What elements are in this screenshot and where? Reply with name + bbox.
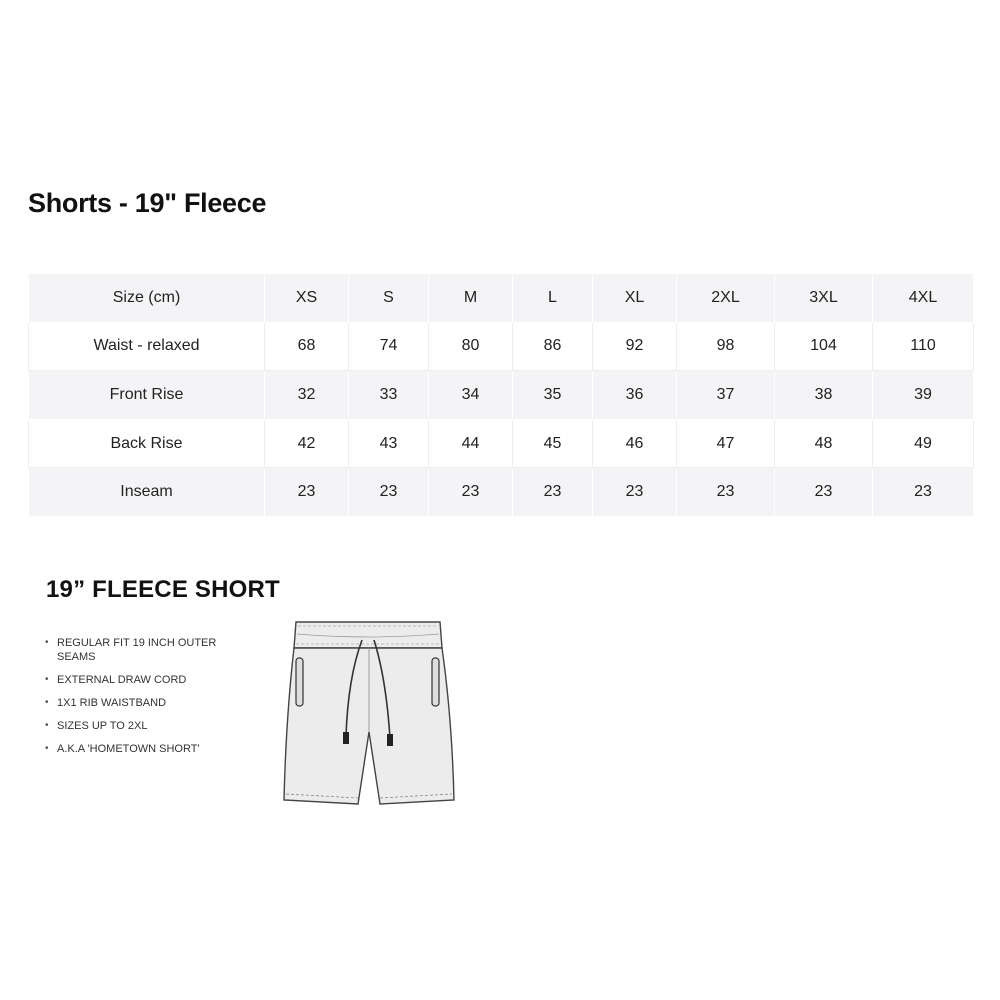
table-cell: 37 [677, 371, 775, 420]
table-row [29, 419, 974, 468]
header-cell: XS [265, 274, 349, 323]
header-cell: S [349, 274, 429, 323]
row-label: Back Rise [29, 419, 265, 468]
header-cell: XL [593, 274, 677, 323]
feature-list [45, 636, 245, 765]
list-item [45, 719, 245, 733]
table-cell: 36 [593, 371, 677, 420]
table-cell: 39 [873, 371, 974, 420]
table-cell: 32 [265, 371, 349, 420]
table-cell: 47 [677, 419, 775, 468]
table-cell: 92 [593, 322, 677, 371]
list-item [45, 673, 245, 687]
bullet-icon: • [45, 637, 49, 648]
product-title: 19” FLEECE SHORT [46, 576, 280, 603]
table-cell: 23 [429, 468, 513, 517]
table-cell: 38 [775, 371, 873, 420]
table-cell: 74 [349, 322, 429, 371]
table-cell: 23 [265, 468, 349, 517]
table-cell: 23 [593, 468, 677, 517]
header-cell: 3XL [775, 274, 873, 323]
table-cell: 45 [513, 419, 593, 468]
table-row [29, 322, 974, 371]
table-cell: 86 [513, 322, 593, 371]
feature-text: 1X1 RIB WAISTBAND [57, 697, 167, 709]
table-row [29, 468, 974, 517]
bullet-icon: • [45, 720, 49, 731]
header-cell: Size (cm) [29, 274, 265, 323]
bullet-icon: • [45, 743, 49, 754]
header-cell: 4XL [873, 274, 974, 323]
table-row [29, 371, 974, 420]
table-cell: 98 [677, 322, 775, 371]
table-cell: 104 [775, 322, 873, 371]
table-cell: 23 [873, 468, 974, 517]
feature-text: A.K.A 'HOMETOWN SHORT' [57, 743, 200, 755]
row-label: Inseam [29, 468, 265, 517]
table-header-row [29, 274, 974, 323]
table-cell: 49 [873, 419, 974, 468]
table-cell: 110 [873, 322, 974, 371]
header-cell: 2XL [677, 274, 775, 323]
shorts-illustration-icon [276, 618, 460, 808]
bullet-icon: • [45, 697, 49, 708]
table-cell: 23 [677, 468, 775, 517]
table-cell: 34 [429, 371, 513, 420]
table-cell: 35 [513, 371, 593, 420]
table-cell: 48 [775, 419, 873, 468]
table-cell: 23 [775, 468, 873, 517]
table-cell: 80 [429, 322, 513, 371]
list-item [45, 696, 245, 710]
table-cell: 68 [265, 322, 349, 371]
row-label: Front Rise [29, 371, 265, 420]
table-cell: 43 [349, 419, 429, 468]
table-cell: 46 [593, 419, 677, 468]
table-cell: 23 [349, 468, 429, 517]
table-cell: 44 [429, 419, 513, 468]
table-cell: 23 [513, 468, 593, 517]
row-label: Waist - relaxed [29, 322, 265, 371]
feature-text: SIZES UP TO 2XL [57, 720, 148, 732]
page-title: Shorts - 19" Fleece [28, 188, 267, 218]
list-item [45, 742, 245, 756]
header-cell: M [429, 274, 513, 323]
bullet-icon: • [45, 674, 49, 685]
feature-text: EXTERNAL DRAW CORD [57, 674, 187, 686]
size-chart-table [28, 273, 974, 517]
list-item [45, 636, 245, 664]
table-cell: 42 [265, 419, 349, 468]
header-cell: L [513, 274, 593, 323]
feature-text: REGULAR FIT 19 INCH OUTER SEAMS [57, 637, 217, 663]
table-cell: 33 [349, 371, 429, 420]
